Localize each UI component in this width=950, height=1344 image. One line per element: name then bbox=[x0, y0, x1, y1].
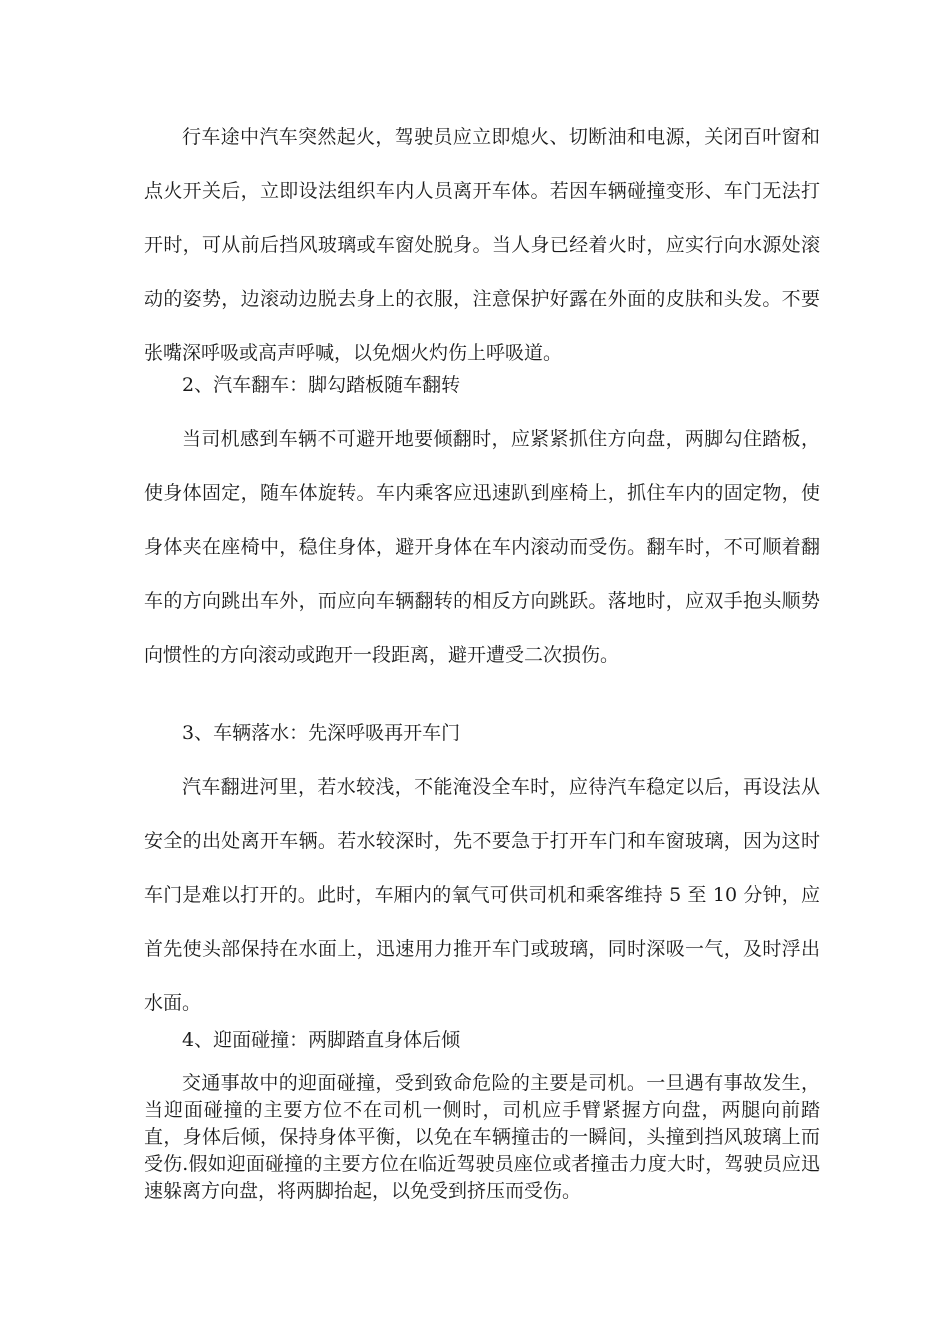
paragraph-rollover: 当司机感到车辆不可避开地要倾翻时，应紧紧抓住方向盘，两脚勾住踏板，使身体固定，随车体旋转。车内乘客应迅速趴到座椅上，抓住车内的固定物，使身体夹在座椅中，稳住身体，避开身体在车内滚动而受伤。翻车时，不可顺着翻车的方向跳出车外，而应向车辆翻转的相反方向跳跃。落地时，应双手抱头顺势向惯性的方向滚动或跑开一段距离，避开遭受二次损伤。 bbox=[144, 428, 820, 666]
section-heading-water: 3、车辆落水：先深呼吸再开车门 bbox=[182, 722, 461, 744]
section-heading-head-on-collision: 4、迎面碰撞：两脚踏直身体后倾 bbox=[182, 1029, 461, 1051]
paragraph-vehicle-fire: 行车途中汽车突然起火，驾驶员应立即熄火、切断油和电源，关闭百叶窗和点火开关后，立即设法组织车内人员离开车体。若因车辆碰撞变形、车门无法打开时，可从前后挡风玻璃或车窗处脱身。当人身已经着火时，应实行向水源处滚动的姿势，边滚动边脱去身上的衣服，注意保护好露在外面的皮肤和头发。不要张嘴深呼吸或高声呼喊，以免烟火灼伤上呼吸道。 bbox=[144, 126, 820, 364]
paragraph-head-on-collision: 交通事故中的迎面碰撞，受到致命危险的主要是司机。一旦遇有事故发生，当迎面碰撞的主要方位不在司机一侧时，司机应手臂紧握方向盘，两腿向前踏直，身体后倾，保持身体平衡，以免在车辆撞击的一瞬间，头撞到挡风玻璃上而受伤.假如迎面碰撞的主要方位在临近驾驶员座位或者撞击力度大时，驾驶员应迅速躲离方向盘，将两脚抬起，以免受到挤压而受伤。 bbox=[144, 1072, 820, 1202]
paragraph-water: 汽车翻进河里，若水较浅，不能淹没全车时，应待汽车稳定以后，再设法从安全的出处离开车辆。若水较深时，先不要急于打开车门和车窗玻璃，因为这时车门是难以打开的。此时，车厢内的氧气可供司机和乘客维持 5 至 10 分钟，应首先使头部保持在水面上，迅速用力推开车门或玻璃，同时深吸一气，及时浮出水面。 bbox=[144, 776, 820, 1014]
section-heading-rollover: 2、汽车翻车：脚勾踏板随车翻转 bbox=[182, 374, 461, 396]
